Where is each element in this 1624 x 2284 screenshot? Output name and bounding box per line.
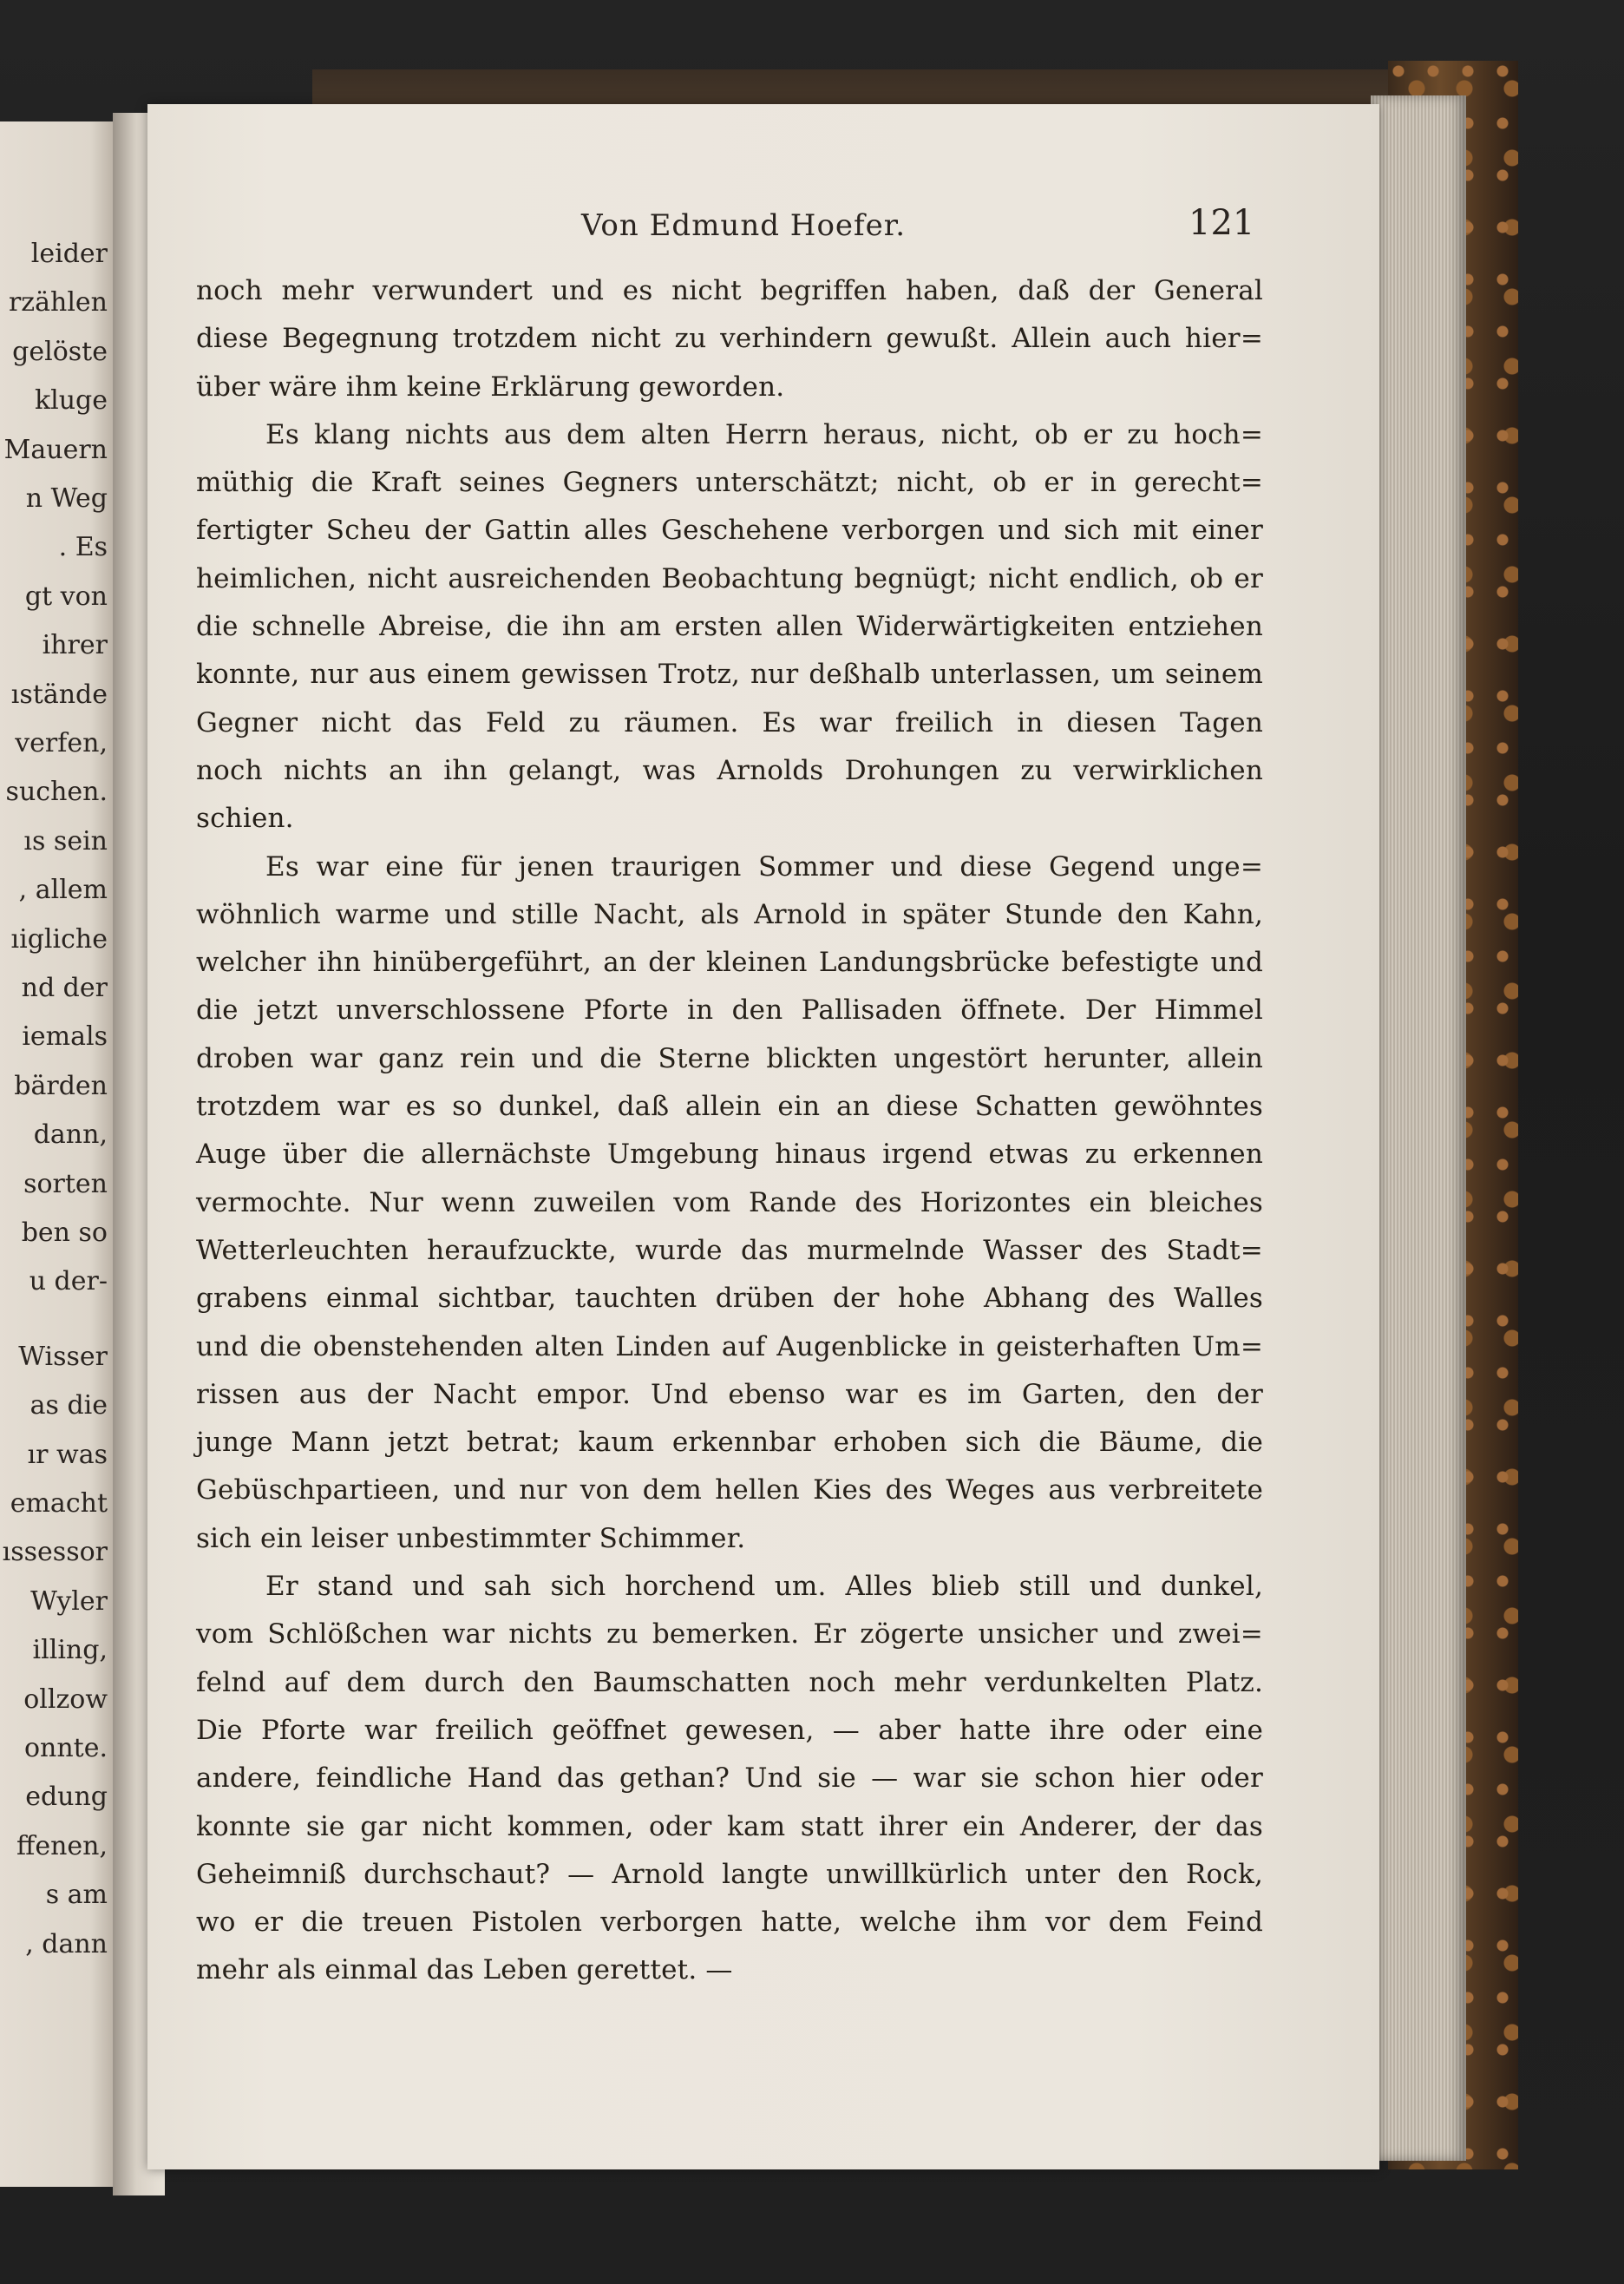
previous-page-text-fragment: as die [29, 1390, 108, 1421]
previous-page-text-fragment: , dann [25, 1928, 108, 1959]
previous-page-text-fragment: ollzow [23, 1683, 108, 1715]
text-line: Es war eine für jenen traurigen Sommer und diese Gegend unge= [265, 850, 1263, 883]
text-line: wo er die treuen Pistolen verborgen hatte, welche ihm vor dem Feind [196, 1907, 1263, 1939]
previous-page-text-fragment: suchen. [5, 777, 108, 808]
previous-page-text-fragment: . Es [58, 532, 108, 563]
text-line: felnd auf dem durch den Baumschatten noch mehr verdunkelten Platz. [196, 1666, 1263, 1698]
previous-page-text-fragment: iemals [22, 1021, 108, 1053]
text-line: müthig die Kraft seines Gegners unterschätzt; nicht, ob er in gerecht= [196, 467, 1263, 499]
text-line: rissen aus der Nacht empor. Und ebenso war es im Garten, den der [196, 1378, 1263, 1410]
text-line: vermochte. Nur wenn zuweilen vom Rande des Horizontes ein bleiches [196, 1186, 1263, 1218]
previous-page-text-fragment: , allem [18, 875, 108, 906]
text-line: grabens einmal sichtbar, tauchten drüben der hohe Abhang des Walles [196, 1283, 1263, 1315]
previous-page-text-fragment: emacht [10, 1488, 108, 1519]
previous-page-text-fragment: gt von [24, 581, 108, 612]
previous-page-text-fragment: verfen, [15, 728, 108, 758]
running-head: Von Edmund Hoefer. [581, 208, 907, 243]
previous-page-text-fragment: ben so [21, 1217, 108, 1248]
text-line: fertigter Scheu der Gattin alles Geschehene verborgen und sich mit einer [196, 515, 1263, 547]
text-line: droben war ganz rein und die Sterne blickten ungestört herunter, allein [196, 1042, 1263, 1074]
text-line: mehr als einmal das Leben gerettet. — [196, 1954, 733, 1986]
previous-page-text-fragment: sorten [23, 1168, 108, 1199]
previous-page-text-fragment: Mauern [3, 434, 108, 465]
previous-page-text-fragment: Wisser [18, 1341, 108, 1372]
text-line: andere, feindliche Hand das gethan? Und sie — war sie schon hier oder [196, 1762, 1263, 1795]
text-line: konnte sie gar nicht kommen, oder kam statt ihrer ein Anderer, der das [196, 1810, 1263, 1842]
text-line: vom Schlößchen war nichts zu bemerken. Er zögerte unsicher und zwei= [196, 1618, 1263, 1651]
previous-page-text-fragment: illing, [32, 1635, 108, 1666]
text-line: noch nichts an ihn gelangt, was Arnolds Drohungen zu verwirklichen [196, 754, 1263, 786]
previous-page-text-fragment: kluge [34, 385, 108, 417]
previous-page-text-fragment: ffenen, [16, 1830, 108, 1861]
page-number: 121 [1189, 203, 1255, 243]
previous-page-text-fragment: gelöste [12, 336, 108, 367]
previous-page-text-fragment: ıstände [10, 679, 108, 710]
text-line: sich ein leiser unbestimmter Schimmer. [196, 1522, 746, 1554]
previous-page [0, 121, 113, 2187]
body-text [196, 267, 1263, 1995]
text-line: wöhnlich warme und stille Nacht, als Arnold in später Stunde den Kahn, [196, 898, 1263, 930]
text-line: die jetzt unverschlossene Pforte in den Pallisaden öffnete. Der Himmel [196, 994, 1263, 1027]
text-line: junge Mann jetzt betrat; kaum erkennbar erhoben sich die Bäume, die [196, 1427, 1263, 1459]
text-line: schien. [196, 803, 294, 835]
previous-page-text-fragment: bärden [14, 1070, 108, 1101]
previous-page-text-fragment: leider [30, 239, 108, 269]
text-line: Wetterleuchten heraufzuckte, wurde das murmelnde Wasser des Stadt= [196, 1234, 1263, 1266]
text-line: noch mehr verwundert und es nicht begriffen haben, daß der General [196, 275, 1263, 306]
text-line: Gegner nicht das Feld zu räumen. Es war freilich in diesen Tagen [196, 706, 1263, 738]
text-line: Gebüschpartieen, und nur von dem hellen Kies des Weges aus verbreitete [196, 1474, 1263, 1506]
text-line: trotzdem war es so dunkel, daß allein ein an diese Schatten gewöhntes [196, 1091, 1263, 1123]
previous-page-text-fragment: n Weg [25, 483, 108, 514]
text-line: diese Begegnung trotzdem nicht zu verhindern gewußt. Allein auch hier= [196, 323, 1263, 355]
previous-page-text-fragment: edung [25, 1782, 108, 1813]
previous-page-text-fragment: dann, [33, 1119, 108, 1151]
previous-page-text-fragment: ihrer [42, 630, 108, 661]
previous-page-text-fragment: ıssessor [2, 1537, 108, 1568]
text-line: konnte, nur aus einem gewissen Trotz, nur deßhalb unterlassen, um seinem [196, 659, 1263, 691]
page-edges [1371, 95, 1466, 2161]
previous-page-text-fragment: ıigliche [10, 923, 108, 955]
previous-page-text-fragment: rzählen [8, 287, 108, 318]
previous-page-text-fragment: s am [45, 1880, 108, 1911]
text-line: die schnelle Abreise, die ihn am ersten allen Widerwärtigkeiten entziehen [196, 611, 1263, 643]
previous-page-text-fragment: Wyler [30, 1585, 108, 1617]
text-line: Geheimniß durchschaut? — Arnold langte unwillkürlich unter den Rock, [196, 1858, 1263, 1890]
text-line: Es klang nichts aus dem alten Herrn heraus, nicht, ob er zu hoch= [265, 418, 1263, 450]
current-page [147, 104, 1379, 2169]
text-line: Er stand und sah sich horchend um. Alles blieb still und dunkel, [265, 1571, 1263, 1603]
previous-page-text-fragment: ıs sein [23, 825, 108, 856]
previous-page-text-fragment: ır was [27, 1439, 108, 1470]
text-line: über wäre ihm keine Erklärung geworden. [196, 371, 785, 403]
text-line: welcher ihn hinübergeführt, an der kleinen Landungsbrücke befestigte und [196, 947, 1263, 979]
text-line: und die obenstehenden alten Linden auf Augenblicke in geisterhaften Um= [196, 1330, 1263, 1362]
text-line: Die Pforte war freilich geöffnet gewesen, — aber hatte ihre oder eine [196, 1714, 1263, 1746]
previous-page-text-fragment: nd der [21, 973, 108, 1003]
previous-page-text-fragment: u der- [29, 1266, 108, 1297]
previous-page-text-fragment: onnte. [23, 1733, 108, 1763]
text-line: heimlichen, nicht ausreichenden Beobachtung begnügt; nicht endlich, ob er [196, 562, 1263, 594]
text-line: Auge über die allernächste Umgebung hinaus irgend etwas zu erkennen [196, 1139, 1263, 1171]
